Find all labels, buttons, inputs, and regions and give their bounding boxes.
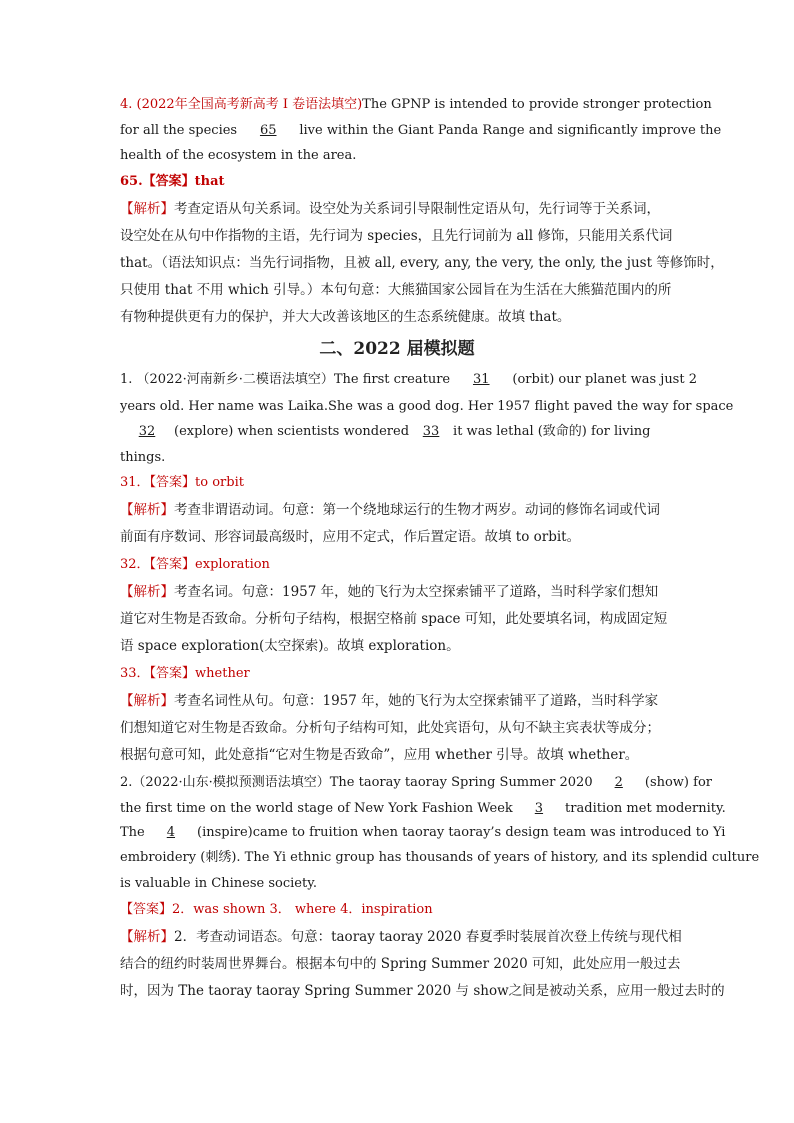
answer-tag: 32．【答案】 xyxy=(120,557,196,572)
answer-value: exploration xyxy=(195,557,270,572)
q4-text-2b: live within the Giant Panda Range and significantly improve the xyxy=(295,123,722,138)
explanation-text: 考查定语从句关系词。设空处为关系词引导限制性定语从句，先行词等于关系词， xyxy=(174,201,660,217)
blank-4: 4 xyxy=(166,825,176,840)
q4-text-2a: for all the species xyxy=(120,123,242,138)
explanation-65-line: that。（语法知识点：当先行词指物，且被 all, every, any, the very, the only, the just 等修饰时， xyxy=(120,255,724,271)
explanation-33-line: 们想知道它对生物是否致命。分析句子结构可知，此处宾语句，从句不缺主宾表状等成分； xyxy=(120,720,660,736)
explanation-65-line: 只使用 that 不用 which 引导。）本句句意：大熊猫国家公园旨在为生活在大熊猫范围内的所 xyxy=(120,282,672,298)
answer-33-label xyxy=(120,664,250,684)
answer-tag: 31．【答案】 xyxy=(120,475,196,490)
explanation-text: 2．考查动词语态。句意：taoray taoray 2020 春夏季时装展首次登上传统与现代相 xyxy=(174,929,682,945)
q4-line-3: health of the ecosystem in the area. xyxy=(120,148,357,163)
explanation-2-line: 结合的纽约时装周世界舞台。根据本句中的 Spring Summer 2020 可知，此处应用一般过去 xyxy=(120,956,681,972)
explanation-2-line: 时，因为 The taoray taoray Spring Summer 2020 与 show之间是被动关系，应用一般过去时的 xyxy=(120,983,725,999)
q1-line-1 xyxy=(120,370,697,390)
explanation-text: 考查名词性从句。句意：1957 年，她的飞行为太空探索铺平了道路，当时科学家 xyxy=(174,693,659,709)
section-title: 二、2022 届模拟题 xyxy=(319,339,475,359)
explanation-tag: 【解析】 xyxy=(120,693,174,709)
q4-line-1 xyxy=(120,95,712,115)
q1-line-4: things. xyxy=(120,450,166,465)
q2-text-1b: (show) for xyxy=(640,775,712,790)
answer-65-label: 65.【答案】that xyxy=(120,174,225,189)
answer-tag: 【答案】 xyxy=(120,902,173,917)
explanation-32-line xyxy=(120,582,658,602)
q2-line-5: is valuable in Chinese society. xyxy=(120,876,317,891)
q2-line-2 xyxy=(120,799,726,819)
explanation-text: 考查名词。句意：1957 年，她的飞行为太空探索铺平了道路，当时科学家们想知 xyxy=(174,584,659,600)
explanation-tag: 【解析】 xyxy=(120,201,174,217)
q4-source: 4. (2022年全国高考新高考 I 卷语法填空) xyxy=(120,97,363,112)
answer-value: to orbit xyxy=(195,475,244,490)
q1-text-3a: (explore) when scientists wondered xyxy=(174,424,410,439)
q1-line-2: years old. Her name was Laika.She was a good dog. Her 1957 flight paved the way for space xyxy=(120,399,734,414)
q2-text-2a: the first time on the world stage of New York Fashion Week xyxy=(120,801,517,816)
blank-65: 65 xyxy=(259,123,277,138)
q2-line-3 xyxy=(120,823,725,843)
explanation-32-line: 语 space exploration(太空探索)。故填 exploration。 xyxy=(120,638,460,654)
q1-line-3 xyxy=(120,422,651,442)
q1-text-1b: (orbit) our planet was just 2 xyxy=(508,372,697,387)
explanation-31-line: 前面有序数词、形容词最高级时，应用不定式，作后置定语。故填 to orbit。 xyxy=(120,529,581,545)
explanation-32-line: 道它对生物是否致命。分析句子结构，根据空格前 space 可知，此处要填名词，构成固定短 xyxy=(120,611,668,627)
q2-text-3b: (inspire)came to fruition when taoray taoray’s design team was introduced to Yi xyxy=(192,825,726,840)
q1-text-1a: 1. （2022·河南新乡·二模语法填空）The first creature xyxy=(120,372,455,387)
blank-33: 33 xyxy=(422,424,440,439)
q2-text-1a: 2.（2022·山东·模拟预测语法填空）The taoray taoray Spring Summer 2020 xyxy=(120,775,597,790)
explanation-tag: 【解析】 xyxy=(120,502,174,518)
explanation-2-line xyxy=(120,927,682,947)
blank-2: 2 xyxy=(614,775,623,790)
q2-text-2b: tradition met modernity. xyxy=(560,801,726,816)
q2-text-3a: The xyxy=(120,825,149,840)
explanation-text: 考查非谓语动词。句意：第一个绕地球运行的生物才两岁。动词的修饰名词或代词 xyxy=(174,502,660,518)
q4-line-2 xyxy=(120,121,722,141)
blank-32: 32 xyxy=(138,424,156,439)
q2-line-1 xyxy=(120,773,712,793)
q1-text-3b: it was lethal (致命的) for living xyxy=(453,424,651,439)
answer-2-4-label xyxy=(120,900,433,920)
explanation-31-line xyxy=(120,500,660,520)
q2-line-4: embroidery (刺绣). The Yi ethnic group has thousands of years of history, and its splendid culture xyxy=(120,850,760,865)
answer-value: 2．was shown 3． where 4．inspiration xyxy=(172,902,433,917)
explanation-65-line: 设空处在从句中作指物的主语，先行词为 species，且先行词前为 all 修饰，只能用关系代词 xyxy=(120,228,673,244)
explanation-tag: 【解析】 xyxy=(120,584,174,600)
explanation-tag: 【解析】 xyxy=(120,929,174,945)
q4-text-1: The GPNP is intended to provide stronger protection xyxy=(362,97,712,112)
explanation-65-line xyxy=(120,199,660,219)
answer-value: whether xyxy=(195,666,250,681)
answer-32-label xyxy=(120,555,270,575)
explanation-33-line xyxy=(120,691,658,711)
explanation-33-line: 根据句意可知，此处意指“它对生物是否致命”，应用 whether 引导。故填 whether。 xyxy=(120,747,639,763)
answer-31-label xyxy=(120,473,244,493)
blank-31: 31 xyxy=(472,372,490,387)
blank-3: 3 xyxy=(534,801,544,816)
answer-tag: 33．【答案】 xyxy=(120,666,196,681)
explanation-65-line: 有物种提供更有力的保护，并大大改善该地区的生态系统健康。故填 that。 xyxy=(120,309,571,325)
